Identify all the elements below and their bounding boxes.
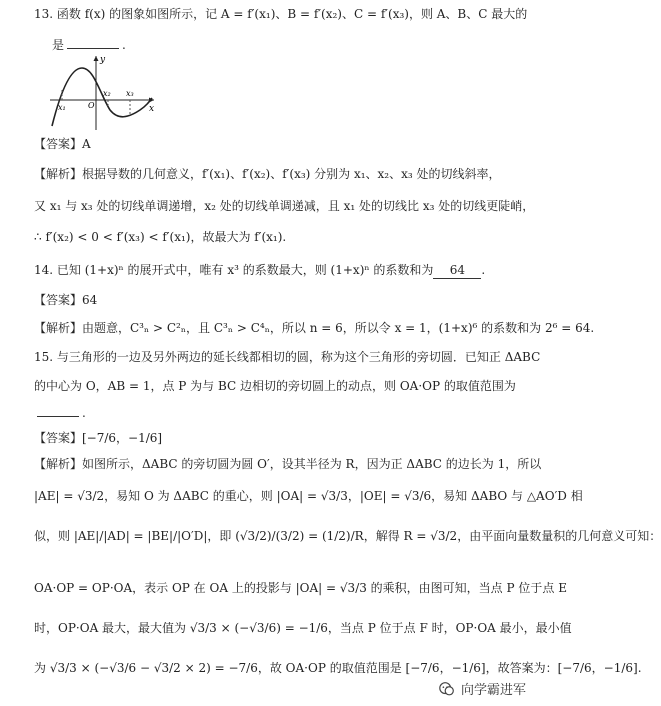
watermark-text: 向学霸进军 (460, 683, 526, 698)
q15-analysis-4: OA·OP = OP·OA，表示 OP 在 OA 上的投影与 |OA| = √3/3 的乘积，由图可知，当点 P 位于点 E (34, 581, 567, 595)
q13-analysis-1: 【解析】根据导数的几何意义，f′(x₁)、f′(x₂)、f′(x₃) 分别为 x₁、x₂、x₃ 处的切线斜率， (34, 167, 501, 181)
x3-label: x₃ (126, 89, 134, 98)
answer-blank (67, 36, 119, 49)
q13-answer: 【答案】A (34, 137, 91, 151)
q15-answer: 【答案】[−7/6，−1/6] (34, 431, 163, 445)
q14-stem: 14. 已知 (1+x)ⁿ 的展开式中，唯有 x³ 的系数最大，则 (1+x)ⁿ 的系数和为 64 . (34, 263, 486, 277)
q13-analysis-2: 又 x₁ 与 x₃ 处的切线单调递增，x₂ 处的切线单调递减，且 x₁ 处的切线比 x₃ 处的切线更陡峭， (34, 199, 535, 213)
q14-analysis: 【解析】由题意，C³ₙ > C²ₙ，且 C³ₙ > C⁴ₙ，所以 n = 6，所以令 x = 1，(1+x)⁶ 的系数和为 2⁶ = 64. (34, 321, 595, 335)
y-label: y (100, 55, 106, 65)
q14-answer: 【答案】64 (34, 293, 98, 307)
origin-label: O (88, 101, 95, 110)
q15-analysis-2: |AE| = √3/2，易知 O 为 ΔABC 的重心，则 |OA| = √3/3，|OE| = √3/6，易知 ΔABO 与 △AO′D 相 (34, 489, 583, 503)
q15-analysis-5: 时，OP·OA 最大，最大值为 √3/3 × (−√3/6) = −1/6，当点 P 位于点 F 时，OP·OA 最小，最小值 (34, 621, 572, 635)
x1-label: x₁ (58, 103, 66, 112)
q13-stem: 13. 函数 f(x) 的图象如图所示，记 A = f′(x₁)、B = f′(x₂)、C = f′(x₃)，则 A、B、C 最大的 (34, 7, 528, 21)
q15-stem-3: . (34, 404, 528, 421)
q15-analysis-6: 为 √3/3 × (−√3/6 − √3/2 × 2) = −7/6，故 OA·OP 的取值范围是 [−7/6，−1/6]，故答案为：[−7/6，−1/6]. (34, 661, 642, 675)
function-graph-figure (48, 54, 158, 132)
q15-stem-2: 的中心为 O，AB = 1，点 P 为与 BC 边相切的旁切圆上的动点，则 OA·OP 的取值范围为 (34, 379, 516, 393)
q14-fill: 64 (433, 262, 481, 279)
q13-analysis-3: ∴ f′(x₂) < 0 < f′(x₃) < f′(x₁)，故最大为 f′(x₁). (34, 230, 287, 244)
watermark (438, 679, 526, 698)
x2-label: x₂ (103, 89, 111, 98)
wechat-icon (438, 680, 456, 698)
q13-stem-blank: 是 . (52, 38, 126, 52)
q15-analysis-1: 【解析】如图所示，ΔABC 的旁切圆为圆 O′，设其半径为 R，因为正 ΔABC 的边长为 1，所以 (34, 457, 542, 471)
y-axis-arrow (94, 56, 99, 61)
x-label: x (149, 104, 155, 114)
q15-analysis-3: 似，则 |AE|/|AD| = |BE|/|O′D|，即 (√3/2)/(3/2) = (1/2)/R，解得 R = √3/2，由平面向量数量积的几何意义可知： (34, 529, 661, 543)
function-curve (52, 68, 155, 126)
answer-blank (37, 404, 79, 417)
q15-stem-1: 15. 与三角形的一边及另外两边的延长线都相切的圆，称为这个三角形的旁切圆．已知正 ΔABC (34, 350, 541, 364)
